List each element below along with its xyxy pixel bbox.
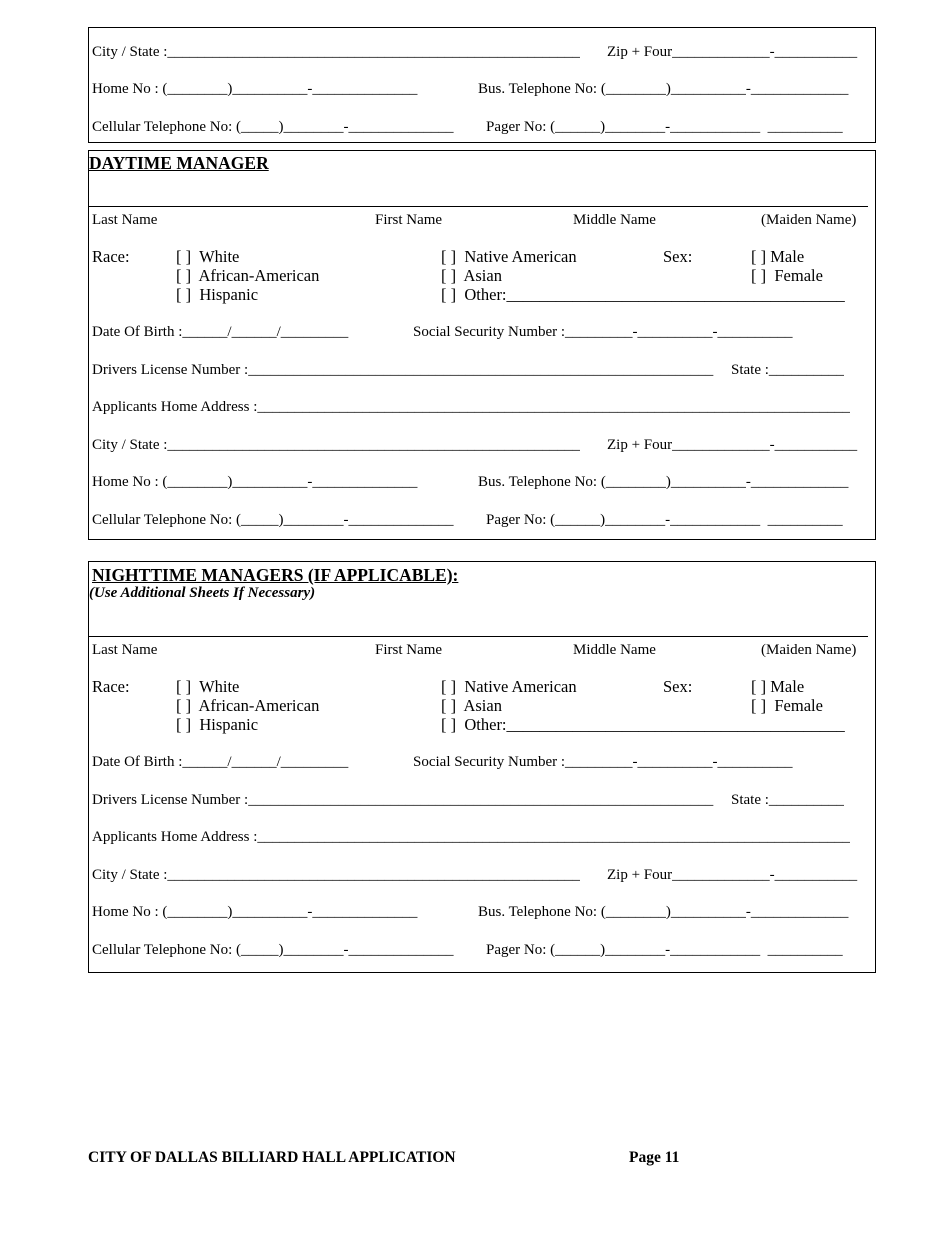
- race-native-american-checkbox[interactable]: [ ] Native American: [441, 677, 577, 696]
- sex-female-checkbox[interactable]: [ ] Female: [751, 266, 823, 285]
- first-name-label: First Name: [375, 212, 443, 228]
- race-native-american-checkbox[interactable]: [ ] Native American: [441, 247, 577, 266]
- cellular-telephone-field[interactable]: Cellular Telephone No: (_____)________-______________: [92, 512, 454, 528]
- city-state-field[interactable]: City / State :_______________________________________________________: [92, 867, 580, 883]
- race-white-checkbox[interactable]: [ ] White: [176, 677, 240, 696]
- race-label: Race:: [92, 677, 130, 696]
- home-no-field[interactable]: Home No : (________)__________-______________: [92, 474, 418, 490]
- home-no-field[interactable]: Home No : (________)__________-______________: [92, 81, 418, 97]
- race-asian-checkbox[interactable]: [ ] Asian: [441, 266, 502, 285]
- additional-sheets-note: (Use Additional Sheets If Necessary): [89, 585, 316, 601]
- race-other-checkbox[interactable]: [ ] Other:_________________________________________: [441, 285, 845, 304]
- maiden-name-label: (Maiden Name): [761, 212, 857, 228]
- sex-male-checkbox[interactable]: [ ] Male: [751, 677, 805, 696]
- race-african-american-checkbox[interactable]: [ ] African-American: [176, 696, 320, 715]
- city-state-field[interactable]: City / State :_______________________________________________________: [92, 44, 580, 60]
- home-address-field[interactable]: Applicants Home Address :_______________________________________________________________________________: [92, 829, 850, 845]
- race-other-checkbox[interactable]: [ ] Other:_________________________________________: [441, 715, 845, 734]
- last-name-label: Last Name: [92, 642, 158, 658]
- pager-field[interactable]: Pager No: (______)________-____________ __________: [486, 512, 843, 528]
- daytime-name-line[interactable]: [89, 206, 868, 207]
- page-number: Page 11: [629, 1149, 680, 1166]
- city-state-field[interactable]: City / State :_______________________________________________________: [92, 437, 580, 453]
- date-of-birth-field[interactable]: Date Of Birth :______/______/_________: [92, 324, 349, 340]
- zip-four-field[interactable]: Zip + Four_____________-___________: [607, 437, 858, 453]
- race-hispanic-checkbox[interactable]: [ ] Hispanic: [176, 285, 259, 304]
- dl-state-field[interactable]: State :__________: [731, 362, 844, 378]
- bus-telephone-field[interactable]: Bus. Telephone No: (________)__________-_____________: [478, 474, 849, 490]
- race-asian-checkbox[interactable]: [ ] Asian: [441, 696, 502, 715]
- home-address-field[interactable]: Applicants Home Address :_______________________________________________________________________________: [92, 399, 850, 415]
- pager-field[interactable]: Pager No: (______)________-____________ __________: [486, 942, 843, 958]
- sex-female-checkbox[interactable]: [ ] Female: [751, 696, 823, 715]
- home-no-field[interactable]: Home No : (________)__________-______________: [92, 904, 418, 920]
- cellular-telephone-field[interactable]: Cellular Telephone No: (_____)________-______________: [92, 119, 454, 135]
- drivers-license-field[interactable]: Drivers License Number :______________________________________________________________: [92, 362, 714, 378]
- pager-field[interactable]: Pager No: (______)________-____________ __________: [486, 119, 843, 135]
- race-african-american-checkbox[interactable]: [ ] African-American: [176, 266, 320, 285]
- sex-label: Sex:: [663, 677, 693, 696]
- nighttime-name-line[interactable]: [89, 636, 868, 637]
- ssn-field[interactable]: Social Security Number :_________-__________-__________: [413, 754, 793, 770]
- race-hispanic-checkbox[interactable]: [ ] Hispanic: [176, 715, 259, 734]
- ssn-field[interactable]: Social Security Number :_________-__________-__________: [413, 324, 793, 340]
- cellular-telephone-field[interactable]: Cellular Telephone No: (_____)________-______________: [92, 942, 454, 958]
- drivers-license-field[interactable]: Drivers License Number :______________________________________________________________: [92, 792, 714, 808]
- bus-telephone-field[interactable]: Bus. Telephone No: (________)__________-_____________: [478, 904, 849, 920]
- bus-telephone-field[interactable]: Bus. Telephone No: (________)__________-_____________: [478, 81, 849, 97]
- sex-male-checkbox[interactable]: [ ] Male: [751, 247, 805, 266]
- nighttime-managers-heading: NIGHTTIME MANAGERS (IF APPLICABLE):: [92, 565, 459, 585]
- dl-state-field[interactable]: State :__________: [731, 792, 844, 808]
- sex-label: Sex:: [663, 247, 693, 266]
- daytime-manager-heading: DAYTIME MANAGER: [89, 153, 269, 173]
- maiden-name-label: (Maiden Name): [761, 642, 857, 658]
- zip-four-field[interactable]: Zip + Four_____________-___________: [607, 44, 858, 60]
- date-of-birth-field[interactable]: Date Of Birth :______/______/_________: [92, 754, 349, 770]
- middle-name-label: Middle Name: [573, 642, 656, 658]
- race-white-checkbox[interactable]: [ ] White: [176, 247, 240, 266]
- footer-title: CITY OF DALLAS BILLIARD HALL APPLICATION: [88, 1149, 456, 1166]
- middle-name-label: Middle Name: [573, 212, 656, 228]
- zip-four-field[interactable]: Zip + Four_____________-___________: [607, 867, 858, 883]
- race-label: Race:: [92, 247, 130, 266]
- last-name-label: Last Name: [92, 212, 158, 228]
- first-name-label: First Name: [375, 642, 443, 658]
